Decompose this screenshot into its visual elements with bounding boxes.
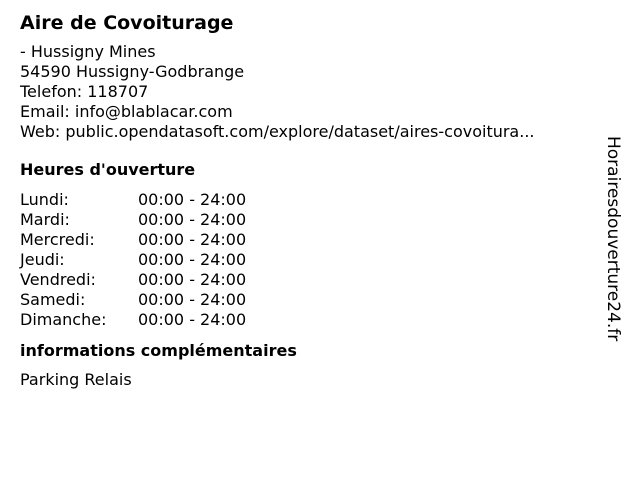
day-label: Dimanche: bbox=[20, 310, 107, 329]
time-range: 00:00 - 24:00 bbox=[138, 210, 247, 229]
email-line: Email: info@blablacar.com bbox=[20, 102, 233, 121]
place-card bbox=[20, 10, 610, 390]
address-block bbox=[20, 42, 610, 142]
time-range: 00:00 - 24:00 bbox=[138, 310, 247, 329]
day-label: Mardi: bbox=[20, 210, 70, 229]
day-label: Mercredi: bbox=[20, 230, 95, 249]
hours-row bbox=[20, 230, 246, 250]
day-label: Jeudi: bbox=[20, 250, 65, 269]
info-heading: informations complémentaires bbox=[20, 341, 297, 360]
time-range: 00:00 - 24:00 bbox=[138, 250, 247, 269]
time-range: 00:00 - 24:00 bbox=[138, 230, 247, 249]
place-title: Aire de Covoiturage bbox=[20, 12, 234, 34]
day-label: Samedi: bbox=[20, 290, 86, 309]
time-range: 00:00 - 24:00 bbox=[138, 190, 247, 209]
time-range: 00:00 - 24:00 bbox=[138, 270, 247, 289]
hours-row bbox=[20, 250, 246, 270]
hours-row bbox=[20, 190, 246, 210]
hours-row bbox=[20, 310, 246, 330]
hours-heading: Heures d'ouverture bbox=[20, 160, 196, 179]
address-line: - Hussigny Mines bbox=[20, 42, 156, 61]
time-range: 00:00 - 24:00 bbox=[138, 290, 247, 309]
hours-row bbox=[20, 290, 246, 310]
phone-line: Telefon: 118707 bbox=[20, 82, 149, 101]
info-text: Parking Relais bbox=[20, 370, 132, 389]
city-line: 54590 Hussigny-Godbrange bbox=[20, 62, 245, 81]
web-line: Web: public.opendatasoft.com/explore/dataset/aires-covoitura... bbox=[20, 122, 535, 141]
day-label: Vendredi: bbox=[20, 270, 96, 289]
brand-vertical-text: Horairesdouverture24.fr bbox=[603, 136, 623, 342]
hours-row bbox=[20, 210, 246, 230]
day-label: Lundi: bbox=[20, 190, 69, 209]
hours-table bbox=[20, 190, 246, 330]
hours-row bbox=[20, 270, 246, 290]
